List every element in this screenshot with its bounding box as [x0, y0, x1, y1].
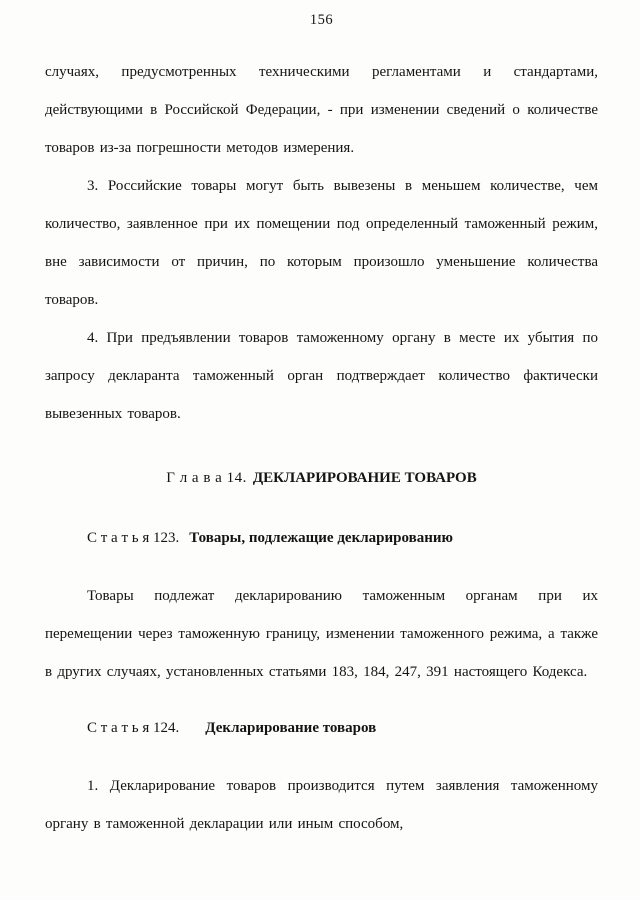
article-123-title: Товары, подлежащие декларированию [189, 530, 453, 546]
paragraph-point-3: 3. Российские товары могут быть вывезены в меньшем количестве, чем количество, заявленное при их помещении под определенный таможенный режим, вне зависимости от причин, по которым произошло уменьшение количества товаров. [45, 178, 598, 308]
paragraph-carryover: случаях, предусмотренных техническими регламентами и стандартами, действующими в Российской Федерации, - при изменении сведений о количестве товаров из-за погрешности методов измерения. [45, 64, 598, 156]
chapter-title: ДЕКЛАРИРОВАНИЕ ТОВАРОВ [252, 470, 477, 486]
article-124-heading [45, 709, 598, 747]
chapter-heading [45, 459, 598, 497]
article-124-label: С т а т ь я 124. [87, 720, 180, 736]
page-number: 156 [309, 12, 334, 28]
paragraph-point-4: 4. При предъявлении товаров таможенному органу в месте их убытия по запросу декларанта таможенный орган подтверждает количество фактически вывезенных товаров. [45, 330, 598, 422]
page-body [45, 53, 598, 843]
article-123-heading [45, 519, 598, 557]
chapter-label: Г л а в а 14. [166, 470, 247, 486]
paragraph-article-123-body: Товары подлежат декларированию таможенным органам при их перемещении через таможенную границу, изменении таможенного режима, а также в других случаях, установленных статьями 183, 184, 247, 391 настоящего Кодекса. [45, 588, 598, 680]
paragraph-article-124-point-1: 1. Декларирование товаров производится путем заявления таможенному органу в таможенной декларации или иным способом, [45, 778, 598, 832]
article-124-title: Декларирование товаров [205, 720, 377, 736]
article-123-label: С т а т ь я 123. [87, 530, 180, 546]
